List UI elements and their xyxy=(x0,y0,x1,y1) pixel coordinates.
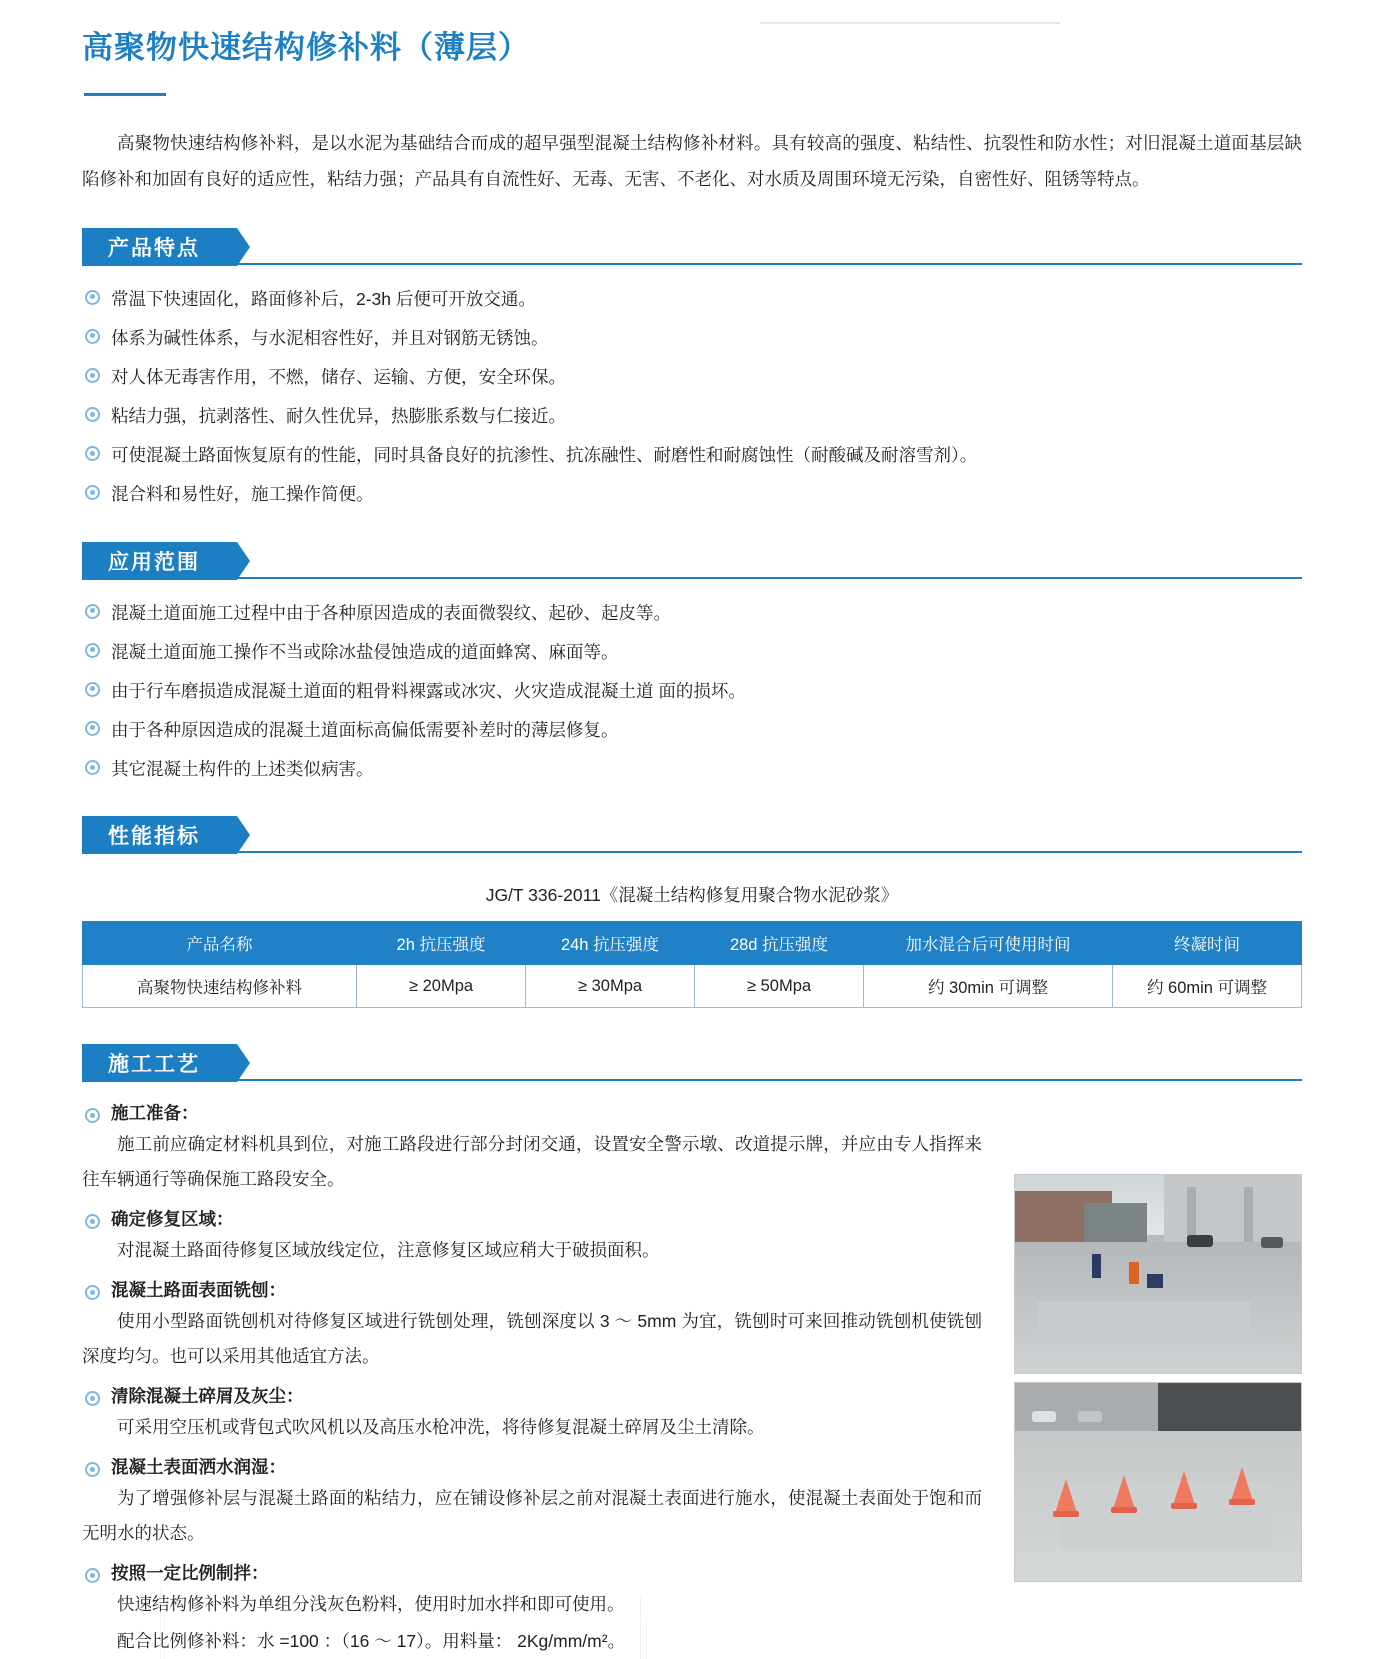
step-title-text: 确定修复区域： xyxy=(111,1209,234,1230)
bullet-ring-icon xyxy=(85,407,100,422)
list-item-text: 常温下快速固化，路面修补后，2-3h 后便可开放交通。 xyxy=(111,288,536,309)
list-item xyxy=(82,321,1302,355)
step-title-text: 施工准备： xyxy=(111,1103,199,1124)
construction-content xyxy=(82,1100,1302,1659)
step-title xyxy=(82,1560,982,1585)
table-col-header: 24h 抗压强度 xyxy=(526,922,695,965)
bullet-ring-icon xyxy=(85,1568,100,1583)
step-title xyxy=(82,1100,982,1125)
list-item xyxy=(82,752,1302,786)
list-item xyxy=(82,477,1302,511)
step-title xyxy=(82,1383,982,1408)
section-header-application xyxy=(82,542,1302,582)
section-title-application: 应用范围 xyxy=(82,542,237,580)
bullet-ring-icon xyxy=(85,446,100,461)
bullet-ring-icon xyxy=(85,368,100,383)
construction-photos xyxy=(1014,1174,1302,1590)
application-list xyxy=(82,596,1302,787)
section-header-performance xyxy=(82,816,1302,856)
table-row xyxy=(83,965,1302,1008)
features-list xyxy=(82,282,1302,512)
step-body: 施工前应确定材料机具到位，对施工路段进行部分封闭交通，设置安全警示墩、改道提示牌，并应由专人指挥来往车辆通行等确保施工路段安全。 xyxy=(82,1134,982,1190)
list-item xyxy=(82,674,1302,708)
list-item-text: 混合料和易性好，施工操作简便。 xyxy=(111,484,374,505)
list-item-text: 由于各种原因造成的混凝土道面标高偏低需要补差时的薄层修复。 xyxy=(111,719,619,740)
step-body: 对混凝土路面待修复区域放线定位，注意修复区域应稍大于破损面积。 xyxy=(117,1240,660,1261)
bullet-ring-icon xyxy=(85,682,100,697)
section-rule xyxy=(82,1079,1302,1081)
step-title-text: 混凝土路面表面铣刨： xyxy=(111,1280,286,1301)
construction-site-photo xyxy=(1014,1174,1302,1374)
section-rule xyxy=(82,577,1302,579)
list-item-text: 其它混凝土构件的上述类似病害。 xyxy=(111,759,374,779)
section-header-construction xyxy=(82,1044,1302,1084)
section-title-features: 产品特点 xyxy=(82,228,237,266)
bullet-ring-icon xyxy=(85,721,100,736)
step-title-text: 清除混凝土碎屑及灰尘： xyxy=(111,1386,304,1407)
section-title-construction: 施工工艺 xyxy=(82,1044,237,1082)
table-cell: 约 30min 可调整 xyxy=(864,965,1113,1008)
table-col-header: 加水混合后可使用时间 xyxy=(864,922,1113,965)
section-application xyxy=(0,542,1384,787)
step-title xyxy=(82,1206,982,1231)
bullet-ring-icon xyxy=(85,329,100,344)
list-item-text: 可使混凝土路面恢复原有的性能，同时具备良好的抗渗性、抗冻融性、耐磨性和耐腐蚀性（耐酸碱及耐溶雪剂）。 xyxy=(111,445,978,466)
table-cell: ≥ 50Mpa xyxy=(695,965,864,1008)
step-body: 快速结构修补料为单组分浅灰色粉料，使用时加水拌和即可使用。 xyxy=(117,1594,625,1615)
construction-steps xyxy=(82,1100,982,1659)
bullet-ring-icon xyxy=(85,290,100,305)
step-body-extra: 配合比例修补料：水 =100 ：（16 〜 17）。用料量： 2Kg/mm/m²。 xyxy=(117,1631,626,1652)
table-header-row xyxy=(83,922,1302,965)
header-rule xyxy=(760,22,1060,24)
table-col-header: 终凝时间 xyxy=(1113,922,1302,965)
table-col-header: 2h 抗压强度 xyxy=(357,922,526,965)
page-title: 高聚物快速结构修补料（薄层） xyxy=(82,30,530,65)
list-item-text: 对人体无毒害作用，不燃，储存、运输、方便，安全环保。 xyxy=(111,367,566,387)
list-item-text: 混凝土道面施工过程中由于各种原因造成的表面微裂纹、起砂、起皮等。 xyxy=(111,602,671,623)
intro-paragraph: 高聚物快速结构修补料，是以水泥为基础结合而成的超早强型混凝土结构修补材料。具有较高的强度、粘结性、抗裂性和防水性；对旧混凝土道面基层缺陷修补和加固有良好的适应性，粘结力强；产品具有自流性好、无毒、无害、不老化、对水质及周围环境无污染，自密性好、阻锈等特点。 xyxy=(82,133,1302,189)
list-item xyxy=(82,635,1302,669)
list-item xyxy=(82,282,1302,316)
table-col-header: 28d 抗压强度 xyxy=(695,922,864,965)
step-body: 使用小型路面铣刨机对待修复区域进行铣刨处理，铣刨深度以 3 〜 5mm 为宜，铣刨时可来回推动铣刨机使铣刨深度均匀。也可以采用其他适宜方法。 xyxy=(82,1311,982,1367)
bullet-ring-icon xyxy=(85,1108,100,1123)
section-rule xyxy=(82,263,1302,265)
list-item xyxy=(82,596,1302,630)
bullet-ring-icon xyxy=(85,1391,100,1406)
step-title-text: 按照一定比例制拌： xyxy=(111,1563,269,1584)
bullet-ring-icon xyxy=(85,1285,100,1300)
list-item xyxy=(82,399,1302,433)
table-cell: ≥ 30Mpa xyxy=(526,965,695,1008)
section-header-features xyxy=(82,228,1302,268)
table-cell: 约 60min 可调整 xyxy=(1113,965,1302,1008)
section-performance xyxy=(0,816,1384,1008)
step-title xyxy=(82,1454,982,1479)
list-item-text: 粘结力强，抗剥落性、耐久性优异，热膨胀系数与仁接近。 xyxy=(111,406,566,427)
list-item xyxy=(82,713,1302,747)
bullet-ring-icon xyxy=(85,485,100,500)
road-cones-photo xyxy=(1014,1382,1302,1582)
step-body: 可采用空压机或背包式吹风机以及高压水枪冲洗，将待修复混凝土碎屑及尘土清除。 xyxy=(117,1417,765,1438)
table-cell: ≥ 20Mpa xyxy=(357,965,526,1008)
document-page xyxy=(0,22,1384,1659)
list-item xyxy=(82,360,1302,394)
section-rule xyxy=(82,851,1302,853)
list-item-text: 由于行车磨损造成混凝土道面的粗骨料裸露或冰灾、火灾造成混凝土道 面的损坏。 xyxy=(111,680,746,701)
standard-reference: JG/T 336-2011《混凝土结构修复用聚合物水泥砂浆》 xyxy=(485,885,899,906)
bullet-ring-icon xyxy=(85,643,100,658)
step-title xyxy=(82,1277,982,1302)
section-construction xyxy=(0,1044,1384,1659)
list-item-text: 混凝土道面施工操作不当或除冰盐侵蚀造成的道面蜂窝、麻面等。 xyxy=(111,641,619,662)
list-item-text: 体系为碱性体系，与水泥相容性好，并且对钢筋无锈蚀。 xyxy=(111,327,549,348)
bullet-ring-icon xyxy=(85,604,100,619)
performance-table xyxy=(82,921,1302,1008)
title-underline xyxy=(84,93,166,96)
bullet-ring-icon xyxy=(85,760,100,775)
section-title-performance: 性能指标 xyxy=(82,816,237,854)
table-cell: 高聚物快速结构修补料 xyxy=(83,965,357,1008)
table-col-header: 产品名称 xyxy=(83,922,357,965)
bullet-ring-icon xyxy=(85,1462,100,1477)
list-item xyxy=(82,438,1302,472)
step-title-text: 混凝土表面洒水润湿： xyxy=(111,1457,286,1478)
step-body: 为了增强修补层与混凝土路面的粘结力，应在铺设修补层之前对混凝土表面进行施水，使混凝土表面处于饱和而无明水的状态。 xyxy=(82,1488,982,1544)
section-features xyxy=(0,228,1384,512)
bullet-ring-icon xyxy=(85,1214,100,1229)
